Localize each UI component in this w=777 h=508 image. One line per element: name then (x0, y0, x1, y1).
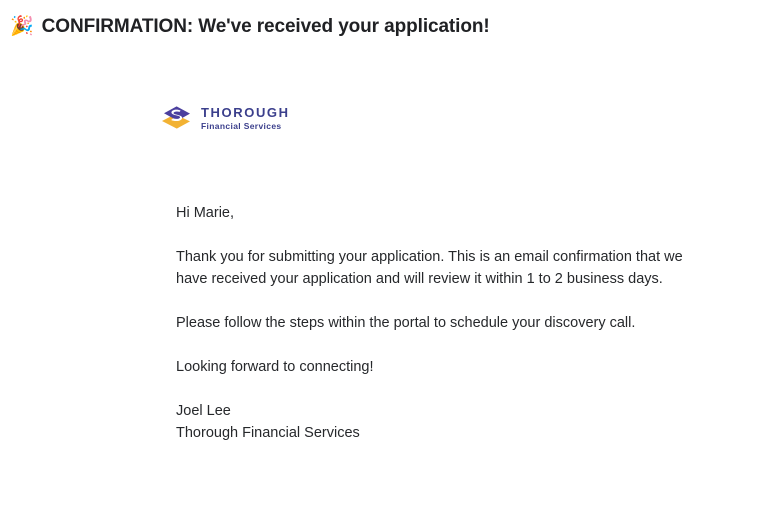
page-title: CONFIRMATION: We've received your application! (41, 16, 490, 37)
email-greeting: Hi Marie, (176, 205, 235, 221)
brand-logo (160, 98, 777, 138)
thorough-financial-services-logo-icon (160, 102, 192, 134)
email-message (176, 202, 696, 444)
email-paragraph-2: Please follow the steps within the portal to schedule your discovery call. (176, 315, 636, 331)
email-paragraph-3: Looking forward to connecting! (176, 359, 374, 375)
email-subject-row (0, 0, 777, 38)
brand-tagline: Financial Services (201, 120, 282, 131)
email-signature (176, 400, 696, 444)
signature-name: Joel Lee (176, 403, 231, 419)
brand-name: THOROUGH (201, 104, 290, 120)
brand-wordmark (201, 106, 290, 131)
signature-company: Thorough Financial Services (176, 425, 360, 441)
party-popper-icon: 🎉 (10, 16, 34, 37)
email-paragraph-1: Thank you for submitting your application. This is an email confirmation that we have received your application and will review it within 1 to 2 business days. (176, 249, 683, 287)
email-body (0, 38, 777, 444)
